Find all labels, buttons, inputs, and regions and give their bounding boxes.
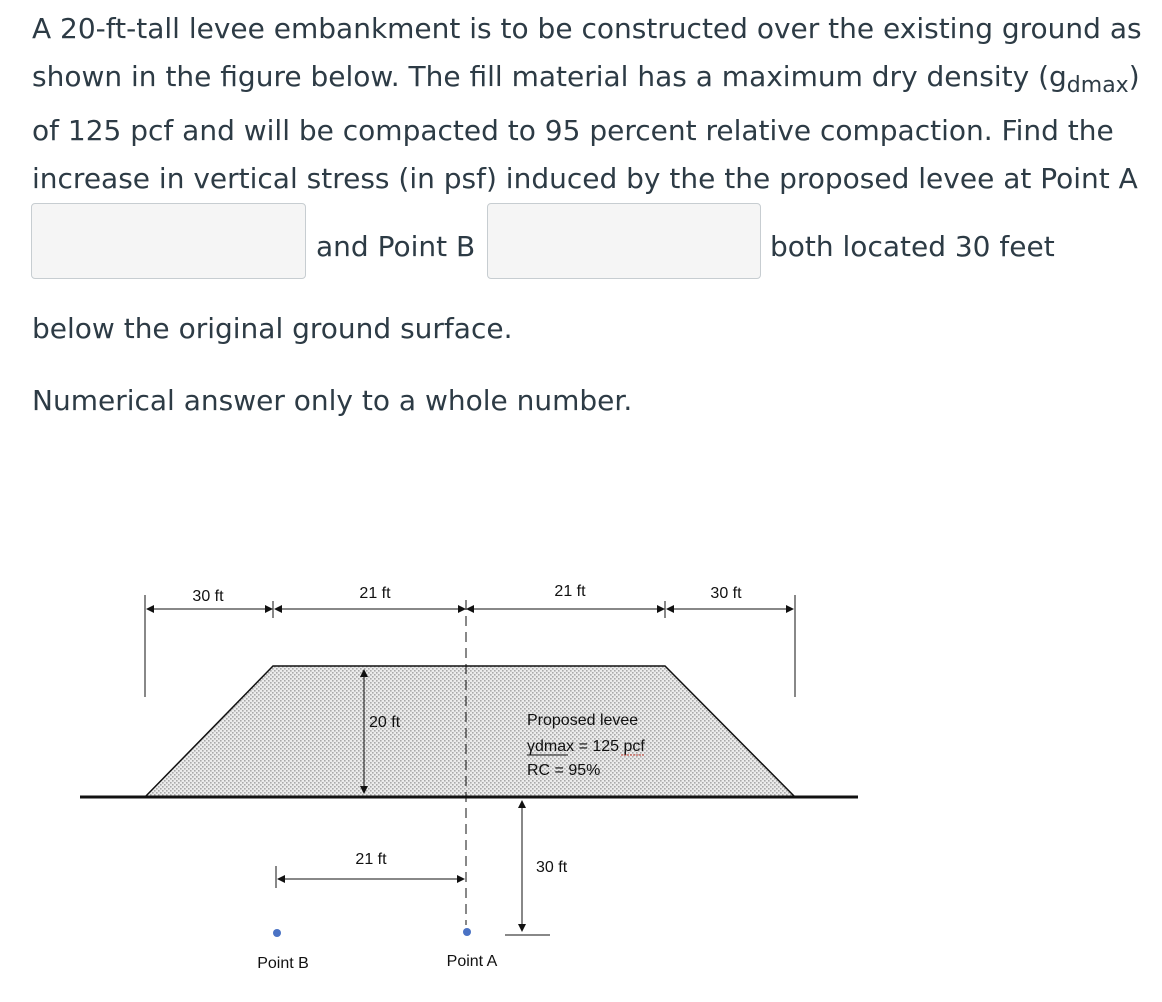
gamma-label: γdmax = 125 pcf <box>527 738 645 755</box>
dim-label-30ft-right: 30 ft <box>710 585 742 602</box>
gamma-subscript: dmax <box>1066 73 1129 98</box>
question-line-2 <box>32 60 1140 98</box>
question-line-6: below the original ground surface. <box>32 312 513 345</box>
dim-label-21ft-lower: 21 ft <box>355 851 387 868</box>
label-both-located: both located 30 feet <box>770 230 1055 263</box>
dim-label-30ft-left: 30 ft <box>192 588 224 605</box>
dim-label-21ft-right: 21 ft <box>554 583 586 600</box>
question-line-1: A 20-ft-tall levee embankment is to be constructed over the existing ground as <box>32 12 1142 45</box>
point-b-label: Point B <box>257 955 309 972</box>
point-a-label: Point A <box>446 953 498 970</box>
answer-input-point-b[interactable] <box>487 203 761 279</box>
question-line-2-close: ) <box>1128 60 1140 93</box>
question-line-3: of 125 pcf and will be compacted to 95 percent relative compaction. Find the <box>32 114 1114 147</box>
question-line-4: increase in vertical stress (in psf) induced by the the proposed levee at Point A <box>32 162 1138 195</box>
point-b-marker <box>273 929 281 937</box>
rc-label: RC = 95% <box>527 762 601 779</box>
point-a-marker <box>463 928 471 936</box>
levee-embankment <box>145 666 795 797</box>
label-and-point-b: and Point B <box>316 230 476 263</box>
dim-label-depth: 30 ft <box>536 859 568 876</box>
dim-label-height: 20 ft <box>369 714 401 731</box>
levee-figure <box>0 560 1162 1000</box>
answer-input-point-a[interactable] <box>31 203 306 279</box>
instruction-text: Numerical answer only to a whole number. <box>32 384 633 417</box>
dim-label-21ft-left: 21 ft <box>359 585 391 602</box>
levee-label: Proposed levee <box>527 712 639 729</box>
question-line-2-text: shown in the figure below. The fill material has a maximum dry density (g <box>32 60 1067 93</box>
